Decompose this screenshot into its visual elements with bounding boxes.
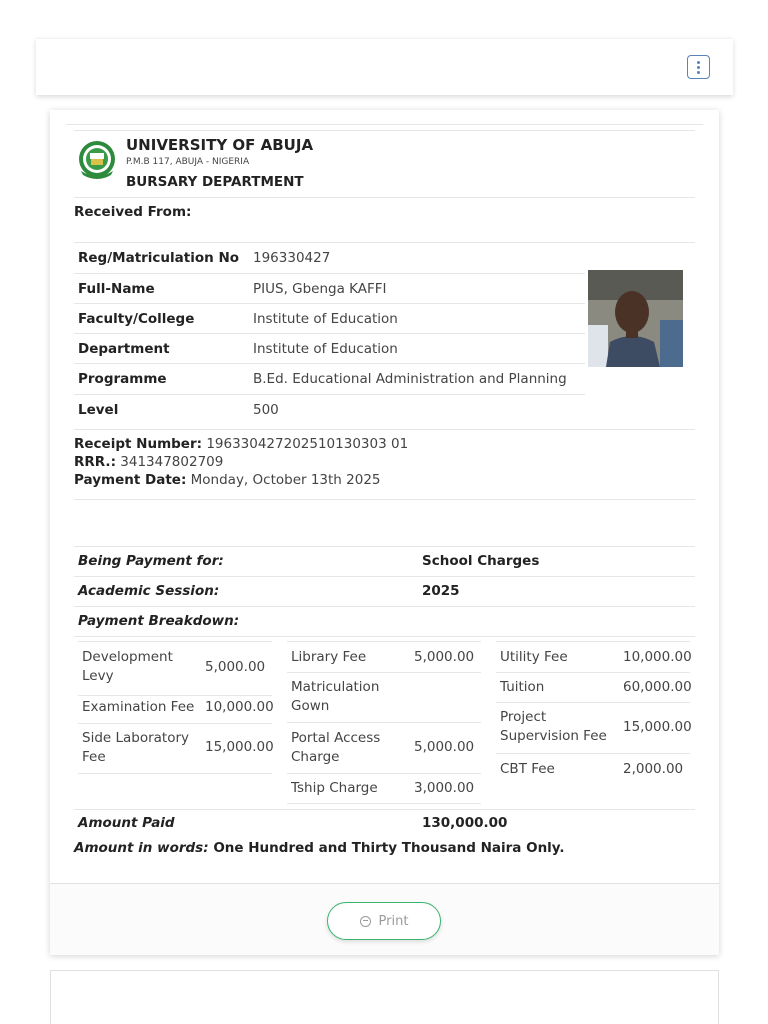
fee-name: Library Fee xyxy=(291,649,367,665)
fee-amount: 10,000.00 xyxy=(623,649,692,665)
department-value: Institute of Education xyxy=(253,340,398,357)
fee-name: Development Levy xyxy=(82,649,173,684)
receipt-card xyxy=(50,110,719,955)
breakdown-label: Payment Breakdown: xyxy=(78,613,240,629)
fee-amount: 60,000.00 xyxy=(623,679,692,695)
fee-name: Portal Access Charge xyxy=(291,730,381,765)
receipt-details xyxy=(74,435,408,489)
reg-value: 196330427 xyxy=(253,249,331,266)
fee-name: Project Supervision Fee xyxy=(500,709,607,744)
divider xyxy=(74,130,695,131)
session-value: 2025 xyxy=(422,583,460,599)
payment-date-label: Payment Date: xyxy=(74,472,187,488)
divider xyxy=(74,499,695,500)
receipt-number-label: Receipt Number: xyxy=(74,436,203,452)
amount-paid-label: Amount Paid xyxy=(78,815,175,831)
university-address: P.M.B 117, ABUJA - NIGERIA xyxy=(126,157,250,167)
department-name: BURSARY DEPARTMENT xyxy=(126,174,304,190)
fee-name: Utility Fee xyxy=(500,649,568,665)
name-value: PIUS, Gbenga KAFFI xyxy=(253,280,387,297)
university-logo-icon xyxy=(77,139,117,181)
divider xyxy=(66,124,703,125)
fee-name: Examination Fee xyxy=(82,699,195,715)
department-row xyxy=(74,333,585,363)
programme-value: B.Ed. Educational Administration and Planning xyxy=(253,370,567,387)
fee-amount: 2,000.00 xyxy=(623,761,684,777)
session-label: Academic Session: xyxy=(78,583,220,599)
programme-label: Programme xyxy=(78,370,167,387)
rrr-value: 341347802709 xyxy=(120,454,224,470)
kebab-menu-icon[interactable] xyxy=(687,55,710,79)
divider xyxy=(74,197,695,198)
fee-amount: 3,000.00 xyxy=(414,780,475,796)
reg-row xyxy=(74,242,695,272)
payment-for-row xyxy=(74,546,695,576)
fee-name: CBT Fee xyxy=(500,761,555,777)
reg-label: Reg/Matriculation No xyxy=(78,249,240,266)
fee-name: Side Laboratory Fee xyxy=(82,730,190,765)
fee-amount: 10,000.00 xyxy=(205,699,274,715)
session-row xyxy=(74,576,695,606)
level-value: 500 xyxy=(253,401,279,418)
student-photo xyxy=(588,270,683,367)
name-row xyxy=(74,273,585,303)
print-label: Print xyxy=(378,913,409,929)
programme-row xyxy=(74,363,585,393)
received-from-label: Received From: xyxy=(74,204,192,220)
amount-words-value: One Hundred and Thirty Thousand Naira Only. xyxy=(213,840,565,856)
divider xyxy=(74,809,695,810)
payment-for-label: Being Payment for: xyxy=(78,553,224,569)
print-button[interactable] xyxy=(327,902,441,940)
fee-amount: 5,000.00 xyxy=(414,739,475,755)
amount-words-label: Amount in words: xyxy=(74,840,209,856)
fee-amount: 15,000.00 xyxy=(205,739,274,755)
divider xyxy=(74,636,695,637)
fee-amount: 5,000.00 xyxy=(205,659,266,675)
payment-date-value: Monday, October 13th 2025 xyxy=(190,472,381,488)
fee-amount: 15,000.00 xyxy=(623,719,692,735)
breakdown-row xyxy=(74,606,695,636)
amount-paid-value: 130,000.00 xyxy=(422,815,508,831)
top-bar xyxy=(36,38,733,95)
fee-name: Tuition xyxy=(500,679,545,695)
print-icon xyxy=(360,916,371,927)
fee-name: Matriculation Gown xyxy=(291,679,380,714)
level-row xyxy=(74,394,585,424)
receipt-number-value: 196330427202510130303 01 xyxy=(206,436,409,452)
name-label: Full-Name xyxy=(78,280,155,297)
faculty-row xyxy=(74,303,585,333)
divider xyxy=(74,429,695,430)
level-label: Level xyxy=(78,401,119,418)
university-name: UNIVERSITY OF ABUJA xyxy=(126,136,314,154)
next-card xyxy=(50,970,719,1024)
fee-name: Tship Charge xyxy=(291,780,378,796)
amount-in-words xyxy=(74,840,565,856)
faculty-label: Faculty/College xyxy=(78,310,195,327)
card-footer xyxy=(50,883,719,955)
rrr-label: RRR.: xyxy=(74,454,116,470)
department-label: Department xyxy=(78,340,170,357)
fee-amount: 5,000.00 xyxy=(414,649,475,665)
payment-for-value: School Charges xyxy=(422,553,540,569)
faculty-value: Institute of Education xyxy=(253,310,398,327)
